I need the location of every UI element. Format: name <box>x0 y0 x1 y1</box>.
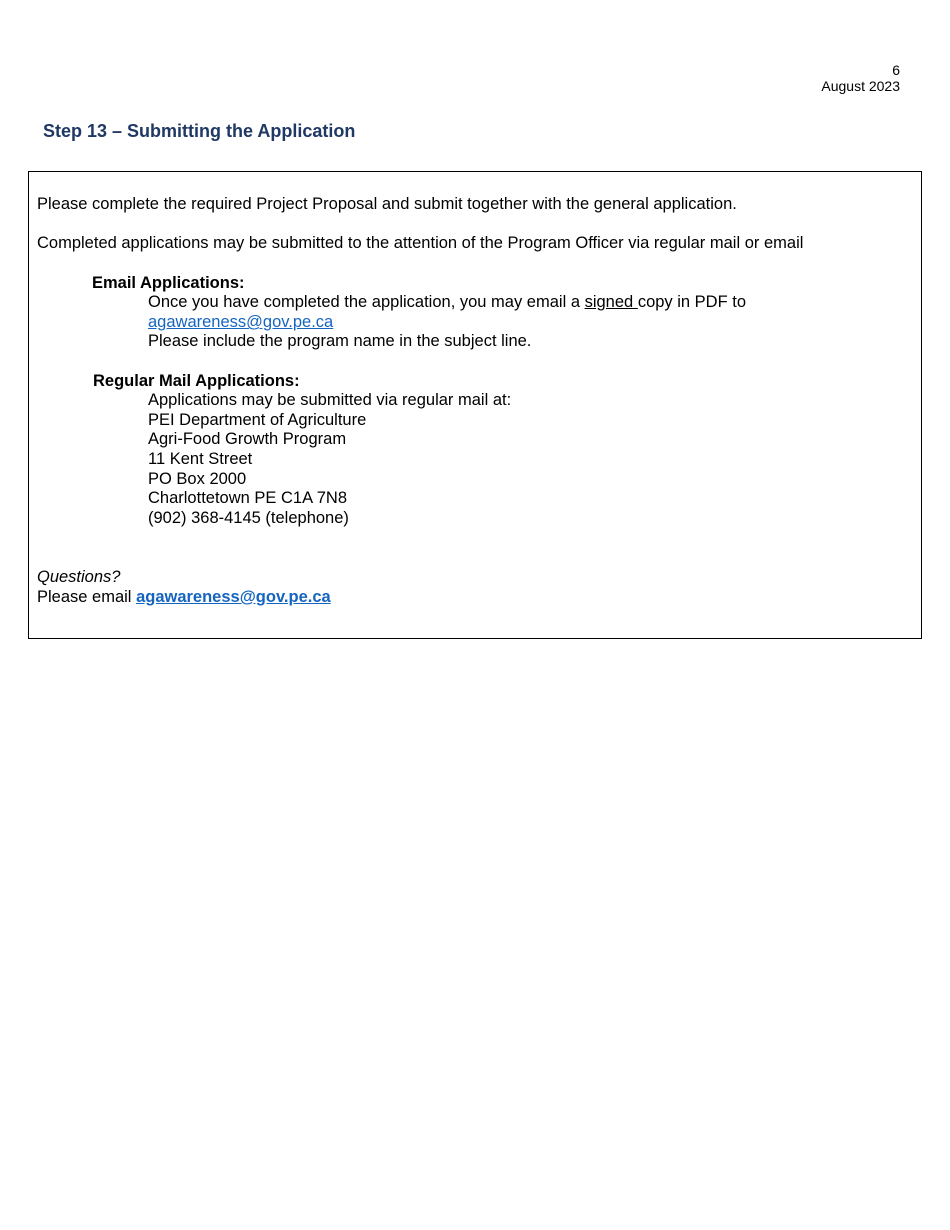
submission-note: Completed applications may be submitted to the attention of the Program Officer via regular mail or email <box>37 234 804 252</box>
telephone-line: (902) 368-4145 (telephone) <box>148 509 349 527</box>
questions-label: Questions? <box>37 568 121 586</box>
document-date: August 2023 <box>821 78 900 94</box>
intro-text: Please complete the required Project Proposal and submit together with the general application. <box>37 195 737 213</box>
regular-mail-heading: Regular Mail Applications: <box>93 372 300 390</box>
address-line: 11 Kent Street <box>148 450 253 468</box>
email-instructions <box>148 292 746 312</box>
email-instructions-prefix: Once you have completed the application, you may email a <box>148 293 585 311</box>
step-title: Step 13 – Submitting the Application <box>43 121 356 141</box>
email-instructions-suffix: copy in PDF to <box>637 293 747 311</box>
email-link[interactable]: agawareness@gov.pe.ca <box>148 313 334 331</box>
address-line: PO Box 2000 <box>148 470 247 488</box>
address-line: Charlottetown PE C1A 7N8 <box>148 489 348 507</box>
page-header <box>821 62 900 94</box>
email-applications-heading: Email Applications: <box>92 274 245 292</box>
address-line: PEI Department of Agriculture <box>148 411 367 429</box>
submission-info-box <box>28 171 922 639</box>
questions-prefix: Please email <box>37 588 137 606</box>
page-number: 6 <box>892 62 900 78</box>
questions-email-link[interactable]: agawareness@gov.pe.ca <box>136 588 331 606</box>
address-line: Agri-Food Growth Program <box>148 430 347 448</box>
subject-line-note: Please include the program name in the subject line. <box>148 332 532 350</box>
signed-word: signed <box>584 293 638 311</box>
regular-mail-intro: Applications may be submitted via regular mail at: <box>148 391 512 409</box>
questions-contact <box>37 587 331 607</box>
